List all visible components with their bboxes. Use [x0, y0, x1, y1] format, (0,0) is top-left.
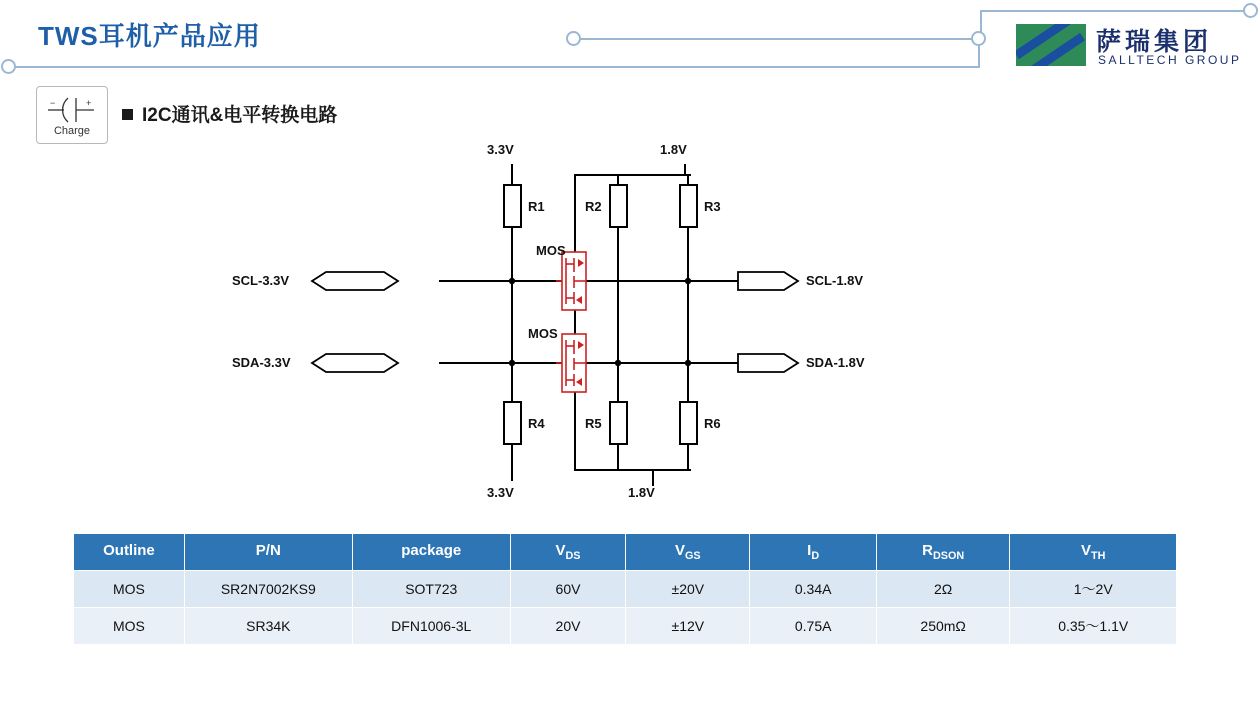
rail-label-bottom-left: 3.3V [487, 485, 514, 500]
header-deco-node-right [971, 31, 986, 46]
table-row [74, 571, 1177, 608]
header-deco-line-topright [980, 10, 1250, 12]
th-rdson: $R_{DSON}$ [876, 534, 1010, 571]
th-vth: $V_{TH}$ [1010, 534, 1177, 571]
rail-label-top-right: 1.8V [660, 142, 687, 157]
header-deco-node-left [566, 31, 581, 46]
resistor-label-r3: R3 [704, 199, 721, 214]
resistor-label-r2: R2 [585, 199, 602, 214]
company-logo [1016, 22, 1242, 70]
resistor-label-r4: R4 [528, 416, 545, 431]
cell-vth: 0.35～1.1V [1010, 608, 1177, 645]
port-label-scl-in: SCL-3.3V [232, 273, 290, 288]
cell-vth: 1～2V [1010, 571, 1177, 608]
square-bullet-icon [122, 109, 133, 120]
cell-vds: 60V [510, 571, 625, 608]
th-package: package [352, 534, 510, 571]
cell-rdson: 250mΩ [876, 608, 1010, 645]
cell-package: SOT723 [352, 571, 510, 608]
th-outline: Outline [74, 534, 185, 571]
mosfet-symbol-scl [556, 252, 586, 310]
logo-text-cn: 萨瑞集团 [1096, 28, 1213, 56]
cell-vgs: ±12V [626, 608, 750, 645]
cell-outline: MOS [74, 571, 185, 608]
header-deco-node-topright [1243, 3, 1258, 18]
cell-vds: 20V [510, 608, 625, 645]
resistor-label-r5: R5 [585, 416, 602, 431]
charge-badge-label: Charge [53, 125, 91, 137]
spec-table [73, 533, 1177, 645]
th-vgs: $V_{GS}$ [626, 534, 750, 571]
resistor-label-r6: R6 [704, 416, 721, 431]
section-heading [122, 100, 337, 127]
cell-pn: SR2N7002KS9 [184, 571, 352, 608]
header-deco-node-bottomleft [1, 59, 16, 74]
charge-icon-badge [36, 86, 108, 144]
cell-rdson: 2Ω [876, 571, 1010, 608]
header-deco-line-bottom [8, 66, 980, 68]
io-port-shapes [312, 272, 798, 372]
rail-label-top-left: 3.3V [487, 142, 514, 157]
port-label-sda-in: SDA-3.3V [232, 355, 291, 370]
table-header-row [74, 534, 1177, 571]
cell-outline: MOS [74, 608, 185, 645]
mosfet-label-scl: MOS [536, 243, 566, 258]
th-vds: $V_{DS}$ [510, 534, 625, 571]
section-heading-text: I2C通讯&电平转换电路 [142, 105, 338, 126]
logo-text-en: SALLTECH GROUP [1098, 53, 1242, 67]
page-header [0, 0, 1258, 80]
th-pn: P/N [184, 534, 352, 571]
salltech-logo-mark [1016, 24, 1086, 66]
junction-dots [509, 278, 691, 366]
cell-package: DFN1006-3L [352, 608, 510, 645]
header-deco-line-top [575, 38, 980, 40]
mosfet-label-sda: MOS [528, 326, 558, 341]
th-id: $I_D$ [750, 534, 876, 571]
rail-label-bottom-right: 1.8V [628, 485, 655, 500]
schematic-svg [280, 130, 920, 520]
page-title: TWS耳机产品应用 [38, 21, 261, 51]
port-label-sda-out: SDA-1.8V [806, 355, 865, 370]
table-row [74, 608, 1177, 645]
cell-id: 0.34A [750, 571, 876, 608]
svg-text:−: − [50, 98, 56, 108]
schematic-diagram [232, 130, 920, 520]
port-label-scl-out: SCL-1.8V [806, 273, 864, 288]
mosfet-symbol-sda [556, 334, 586, 392]
resistor-label-r1: R1 [528, 199, 545, 214]
capacitor-icon [46, 95, 100, 125]
cell-id: 0.75A [750, 608, 876, 645]
cell-vgs: ±20V [626, 571, 750, 608]
svg-text:+: + [86, 98, 92, 108]
cell-pn: SR34K [184, 608, 352, 645]
